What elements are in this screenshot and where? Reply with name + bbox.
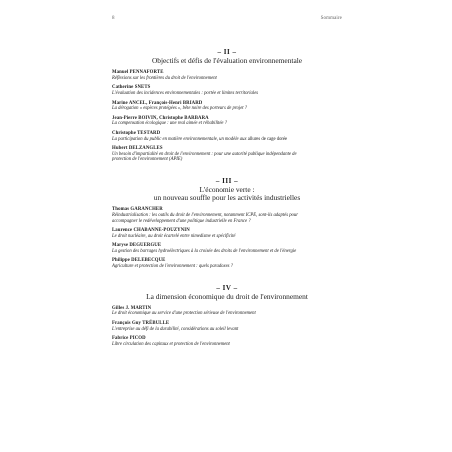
entry-author: François Guy TRÉBULLE [112,321,170,327]
page-number: 8 [112,16,115,21]
entry-author: Philippe DELEBECQUE [112,258,166,264]
entry-list [112,70,342,163]
entry-author: Jean-Pierre BOIVIN, Christophe BARBARA [112,115,209,121]
entry-author: Thomas GARANCHER [112,207,163,213]
part-number: – II – [217,48,237,56]
part-number: – IV – [216,283,238,292]
entry-title: La dérogation « espèces protégées », bête noire des porteurs de projet ? [112,106,248,112]
entry-author: Marine ANCEL, François-Henri BRIARD [112,100,203,106]
list-item [112,131,342,142]
entry-title: Un besoin d'impartialité en droit de l'environnement : pour une autorité publique indépendante de [112,151,297,157]
entry-title: La gestion des barrages hydroélectriques à la croisée des droits de l'environnement et de l'énergie [112,248,297,254]
list-item [112,258,342,269]
entry-author: Catherine SNETS [112,85,151,91]
list-item [112,116,342,127]
entry-title: La compensation écologique : une real aimée et réhabilitée ? [112,121,228,127]
entry-title: Le droit économique au service d'une protection sérieuse de l'environnement [112,311,256,317]
entry-title: Libre circulation des capitaux et protection de l'environnement [112,341,230,347]
entry-title: L'entreprise au défi de la durabilité, considérations au soleil levant [112,326,239,332]
entry-title: L'évaluation des incidences environnementales : portée et limites territoriales [112,90,259,96]
part-title: La dimension économique du droit de l'environnement [146,291,308,301]
list-item [112,228,342,239]
entry-author: Gilles J. MARTIN [112,305,152,311]
entry-author: Maryse DEGUERGUE [112,243,162,249]
entry-title: Réindustrialisation : les outils du droit de l'environnement, notamment ICPE, sont-ils adaptés pour [112,212,299,218]
entry-title: Agriculture et protection de l'environnement : quels paradoxes ? [112,264,234,270]
table-of-contents [112,48,342,347]
entry-title: protection de l'environnement (APIE) [112,157,183,163]
entry-title: Le droit nucléaire, au droit écartelé entre nimedisme et spécificité [112,233,236,239]
part-number: – III – [215,176,239,185]
list-item [112,306,342,317]
entry-author: Manuel PENNAFORTE [112,70,164,76]
part-heading [112,48,342,65]
document-page [112,16,342,446]
part-heading [112,284,342,301]
part-title: Objectifs et défis de l'évaluation environnementale [151,56,303,65]
entry-author: Christophe TESTARD [112,130,161,136]
entry-author: Hubert DELZANGLES [112,146,163,152]
list-item [112,70,342,81]
list-item [112,207,342,224]
list-item [112,101,342,112]
entry-author: Fabrice PICOD [112,336,146,342]
page-header [112,16,342,26]
entry-title-roman: allures de cage dorée [246,136,288,142]
running-title: Sommaire [320,16,342,21]
list-item [112,336,342,347]
entry-list [112,306,342,348]
entry-title-italic: La participation du public en matière environnementale, un modèle aux [112,136,247,142]
list-item [112,243,342,254]
entry-author: Laurence CHABANNE-POUZYNIN [112,228,190,234]
entry-list [112,207,342,269]
part-title: L'économie verte : [199,184,255,194]
list-item [112,321,342,332]
list-item [112,85,342,96]
entry-title: Réflexions sur les frontières du droit de l'environnement [112,75,217,81]
part-heading [112,177,342,202]
entry-title: accompagner le redéveloppement d'une politique industrielle en France ? [112,218,251,224]
part-title: un nouveau souffle pour les activités industrielles [153,193,301,203]
entry-title [112,137,342,143]
list-item [112,146,342,163]
